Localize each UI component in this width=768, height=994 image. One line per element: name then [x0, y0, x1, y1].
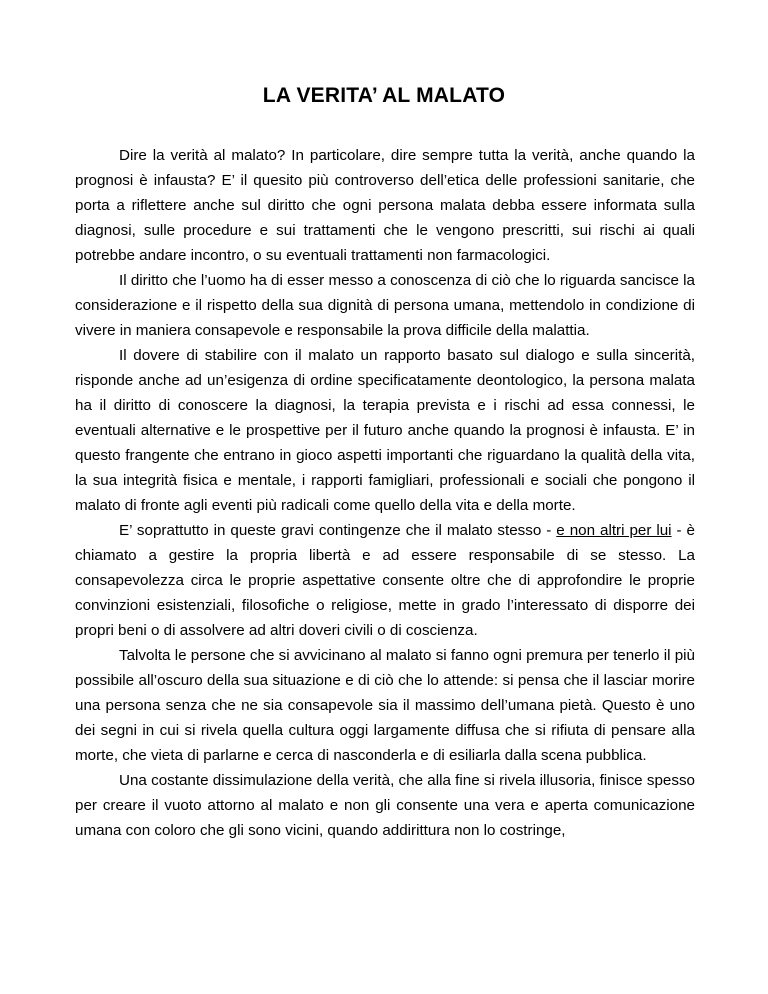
- paragraph-4-text-after: - è chiamato a gestire la propria libertà e ad essere responsabile di se stesso. La consapevolezza circa le proprie aspettative consente oltre che di approfondire le proprie convinzioni esistenziali, filosofiche o religiose, mette in grado l’interessato di disporre dei propri beni o di assolvere ad altri doveri civili o di coscienza.: [75, 522, 695, 639]
- paragraph-5: Talvolta le persone che si avvicinano al malato si fanno ogni premura per tenerlo il più possibile all’oscuro della sua situazione e di ciò che lo attende: si pensa che il lasciar morire una persona senza che ne sia consapevole sia il massimo dell’umana pietà. Questo è uno dei segni in cui si rivela quella cultura oggi largamente diffusa che si rifiuta di pensare alla morte, che vieta di parlarne e cerca di nasconderla e di esiliarla dalla scena pubblica.: [75, 647, 695, 764]
- paragraph-4: [75, 518, 695, 643]
- paragraph-4-text-before: E’ soprattutto in queste gravi contingenze che il malato stesso -: [119, 522, 557, 539]
- underlined-phrase: e non altri per lui: [556, 522, 672, 539]
- paragraph-6: Una costante dissimulazione della verità, che alla fine si rivela illusoria, finisce spesso per creare il vuoto attorno al malato e non gli consente una vera e aperta comunicazione umana con coloro che gli sono vicini, quando addirittura non lo costringe,: [75, 772, 695, 839]
- paragraph-1: Dire la verità al malato? In particolare, dire sempre tutta la verità, anche quando la prognosi è infausta? E’ il quesito più controverso dell’etica delle professioni sanitarie, che porta a riflettere anche sul diritto che ogni persona malata debba essere informata sulla diagnosi, sulle procedure e sui trattamenti che le vengono prescritti, sui rischi ai quali potrebbe andare incontro, o su eventuali trattamenti non farmacologici.: [75, 147, 695, 264]
- paragraph-2: Il diritto che l’uomo ha di esser messo a conoscenza di ciò che lo riguarda sancisce la considerazione e il rispetto della sua dignità di persona umana, mettendolo in condizione di vivere in maniera consapevole e responsabile la prova difficile della malattia.: [75, 272, 695, 339]
- document-body: [75, 143, 695, 843]
- document-title: LA VERITA’ AL MALATO: [262, 84, 506, 107]
- paragraph-3: Il dovere di stabilire con il malato un rapporto basato sul dialogo e sulla sincerità, risponde anche ad un’esigenza di ordine specificatamente deontologico, la persona malata ha il diritto di conoscere la diagnosi, la terapia prevista e i rischi ad essa connessi, le eventuali alternative e le prospettive per il futuro anche quando la prognosi è infausta. E’ in questo frangente che entrano in gioco aspetti importanti che riguardano la qualità della vita, la sua integrità fisica e mentale, i rapporti famigliari, professionali e sociali che pongono il malato di fronte agli eventi più radicali come quello della vita e della morte.: [75, 347, 695, 514]
